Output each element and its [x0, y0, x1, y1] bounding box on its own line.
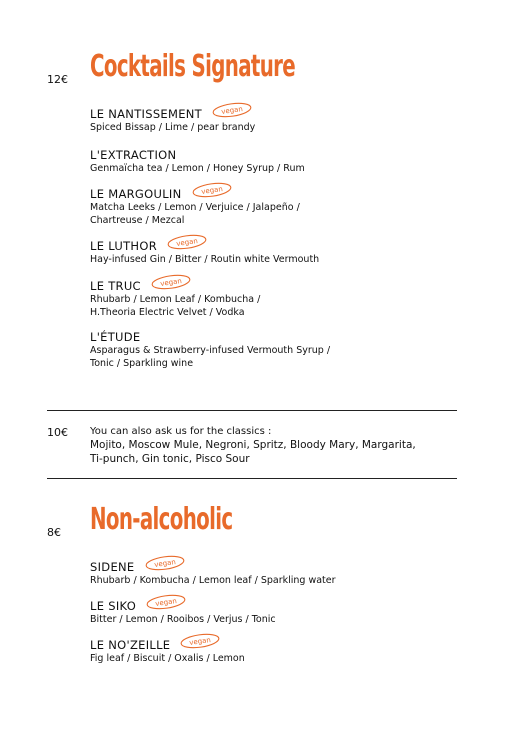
item-description: Rhubarb / Kombucha / Lemon leaf / Sparkling water [90, 575, 336, 586]
divider [47, 410, 457, 411]
classics-intro: You can also ask us for the classics : [90, 426, 272, 437]
non-alcoholic-price: 8€ [47, 526, 61, 539]
vegan-badge-icon [145, 594, 187, 610]
item-description: Rhubarb / Lemon Leaf / Kombucha / [90, 294, 261, 305]
item-description: Tonic / Sparkling wine [90, 357, 194, 369]
vegan-badge-icon [191, 182, 233, 198]
svg-text:vegan: vegan [220, 104, 244, 116]
item-name: L'ÉTUDE [90, 330, 141, 344]
classics-list: Ti-punch, Gin tonic, Pisco Sour [90, 453, 250, 465]
classics-price: 10€ [47, 426, 68, 439]
signature-title: Cocktails Signature [90, 49, 296, 84]
menu-item [90, 183, 490, 227]
item-description: Spiced Bissap / Lime / pear brandy [90, 122, 256, 133]
menu-item [90, 634, 490, 666]
item-name: LE MARGOULIN [90, 187, 182, 201]
signature-price: 12€ [47, 73, 68, 86]
item-description: Fig leaf / Biscuit / Oxalis / Lemon [90, 653, 245, 664]
divider [47, 478, 457, 479]
non-alcoholic-title: Non-alcoholic [90, 502, 233, 537]
item-name: SIDENE [90, 560, 135, 574]
menu-item [90, 326, 490, 370]
vegan-badge-icon [166, 234, 208, 250]
item-description: Matcha Leeks / Lemon / Verjuice / Jalapeño / [90, 202, 300, 213]
item-description: Genmaïcha tea / Lemon / Honey Syrup / Rum [90, 163, 305, 174]
svg-text:vegan: vegan [175, 236, 199, 248]
item-description: Chartreuse / Mezcal [90, 214, 185, 226]
item-name: LE NO'ZEILLE [90, 638, 171, 652]
item-description: Bitter / Lemon / Rooibos / Verjus / Tonic [90, 614, 276, 625]
svg-text:vegan: vegan [159, 276, 183, 288]
item-name: LE SIKO [90, 599, 137, 613]
menu-item [90, 556, 490, 588]
item-name: LE NANTISSEMENT [90, 107, 202, 121]
item-name: L'EXTRACTION [90, 148, 177, 162]
classics-block [90, 425, 470, 466]
vegan-badge-icon [150, 274, 192, 290]
classics-list: Mojito, Moscow Mule, Negroni, Spritz, Bloody Mary, Margarita, [90, 439, 416, 451]
menu-item [90, 103, 490, 135]
vegan-badge-icon [144, 555, 186, 571]
item-description: Hay-infused Gin / Bitter / Routin white Vermouth [90, 254, 320, 265]
menu-item [90, 235, 490, 267]
svg-text:vegan: vegan [153, 557, 176, 569]
menu-item [90, 144, 490, 176]
vegan-badge-icon [211, 102, 253, 118]
svg-text:vegan: vegan [154, 596, 178, 608]
menu-item [90, 595, 490, 627]
item-name: LE LUTHOR [90, 239, 157, 253]
item-name: LE TRUC [90, 279, 141, 293]
menu-item [90, 275, 490, 319]
item-description: H.Theoria Electric Velvet / Vodka [90, 306, 245, 318]
svg-text:vegan: vegan [200, 184, 223, 196]
item-description: Asparagus & Strawberry-infused Vermouth Syrup / [90, 345, 331, 356]
svg-text:vegan: vegan [189, 635, 212, 647]
vegan-badge-icon [179, 633, 221, 649]
